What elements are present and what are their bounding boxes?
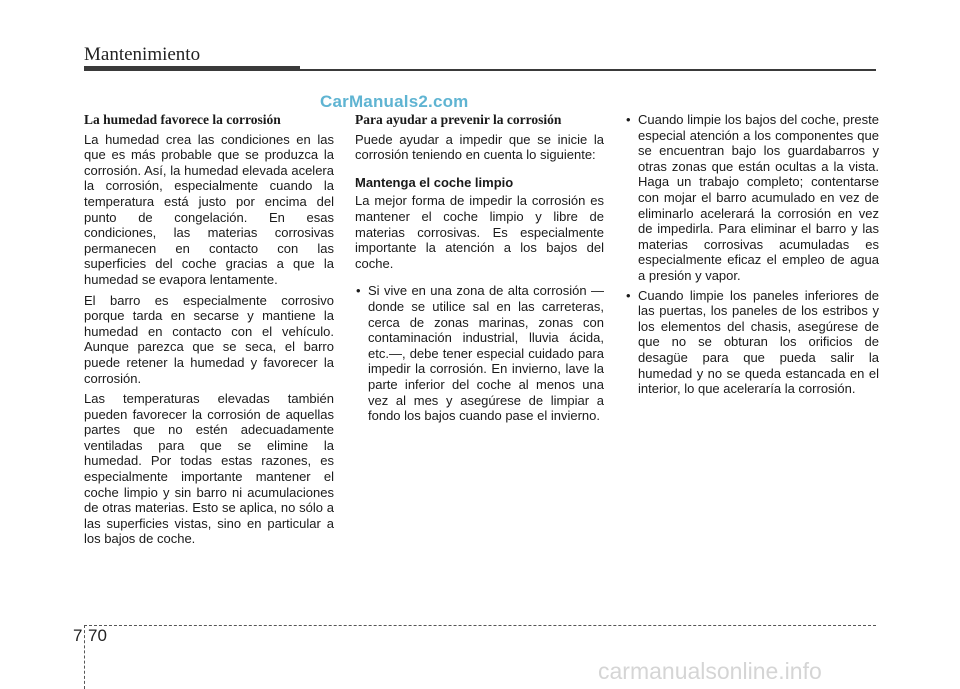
footer-watermark: carmanualsonline.info [598,658,822,684]
list-item [625,288,879,397]
header-rule-thick [84,66,300,71]
paragraph: Las temperaturas elevadas también pueden favorecer la corrosión de aquellas partes que no estén adecuadamente ventiladas para que se elimine la humedad. Por todas estas razones, es especialmente importante mantener el coche limpio y sin barro ni acumulaciones de otras materias. Esto se aplica, no sólo a las superficies vistas, sino en particular a los bajos de coche. [84,391,334,547]
paragraph: La humedad crea las condiciones en las que es más probable que se produzca la corrosión. Así, la humedad elevada acelera la corrosión, especialmente cuando la temperatura está justo por encima del punto de congelación. En esas condiciones, las materias corrosivas permanecen en contacto con las superficies del coche gracias a que la humedad se evapora lentamente. [84,131,334,287]
subheading-keep-clean: Mantenga el coche limpio [355,174,514,190]
bullet-icon: • [626,287,631,303]
list-item-text: Si vive en una zona de alta corrosión — donde se utilice sal en las carreteras, cerca de zonas marinas, zonas con contaminación industrial, lluvia ácida, etc.—, debe tener especial cuidado para impedir la corrosión. En invierno, lave la parte inferior del coche al menos una vez al mes y asegúrese de limpiar a fondo los bajos cuando pase el invierno. [368,283,604,424]
paragraph: Puede ayudar a impedir que se inicie la corrosión teniendo en cuenta lo siguiente: [355,131,604,163]
list-item [625,112,879,284]
footer-divider [84,625,876,626]
bullet-list [625,112,879,397]
watermark-logo: CarManuals2.com [320,92,469,111]
column-3 [625,112,879,401]
heading-prevent-corrosion: Para ayudar a prevenir la corrosión [355,112,562,127]
paragraph: El barro es especialmente corrosivo porque tarda en secarse y mantiene la humedad en contacto con el vehículo. Aunque parezca que se seca, el barro puede retener la humedad y favorecer la corrosión. [84,292,334,386]
column-1 [84,112,334,552]
list-item-text: Cuando limpie los bajos del coche, preste especial atención a los componentes que se encuentran bajo los guardabarros y otras zonas que están ocultas a la vista. Haga un trabajo completo; contentarse con mojar el barro acumulado en vez de eliminarlo acelerará la corrosión en vez de impedirla. Para eliminar el barro y las materias corrosivas acumuladas es especialmente eficaz el empleo de agua a presión y vapor. [638,112,879,283]
page-number: 70 [88,626,107,645]
heading-humidity: La humedad favorece la corrosión [84,112,281,127]
column-2 [355,112,604,428]
list-item-text: Cuando limpie los paneles inferiores de las puertas, los paneles de los estribos y los elementos del chasis, asegúrese de que no se obturan los orificios de desagüe para que pueda salir la humedad y no se queda estancada en el interior, lo que aceleraría la corrosión. [638,287,879,397]
chapter-number: 7 [73,626,83,645]
bullet-icon: • [356,283,361,299]
bullet-list [355,283,604,423]
list-item [355,283,604,423]
bullet-icon: • [626,112,631,127]
section-title: Mantenimiento [84,44,201,65]
footer-vertical-divider [84,625,85,689]
paragraph: La mejor forma de impedir la corrosión es mantener el coche limpio y libre de materias corrosivas. Es especialmente importante la atención a los bajos del coche. [355,193,604,271]
header-rule-thin [300,69,876,71]
